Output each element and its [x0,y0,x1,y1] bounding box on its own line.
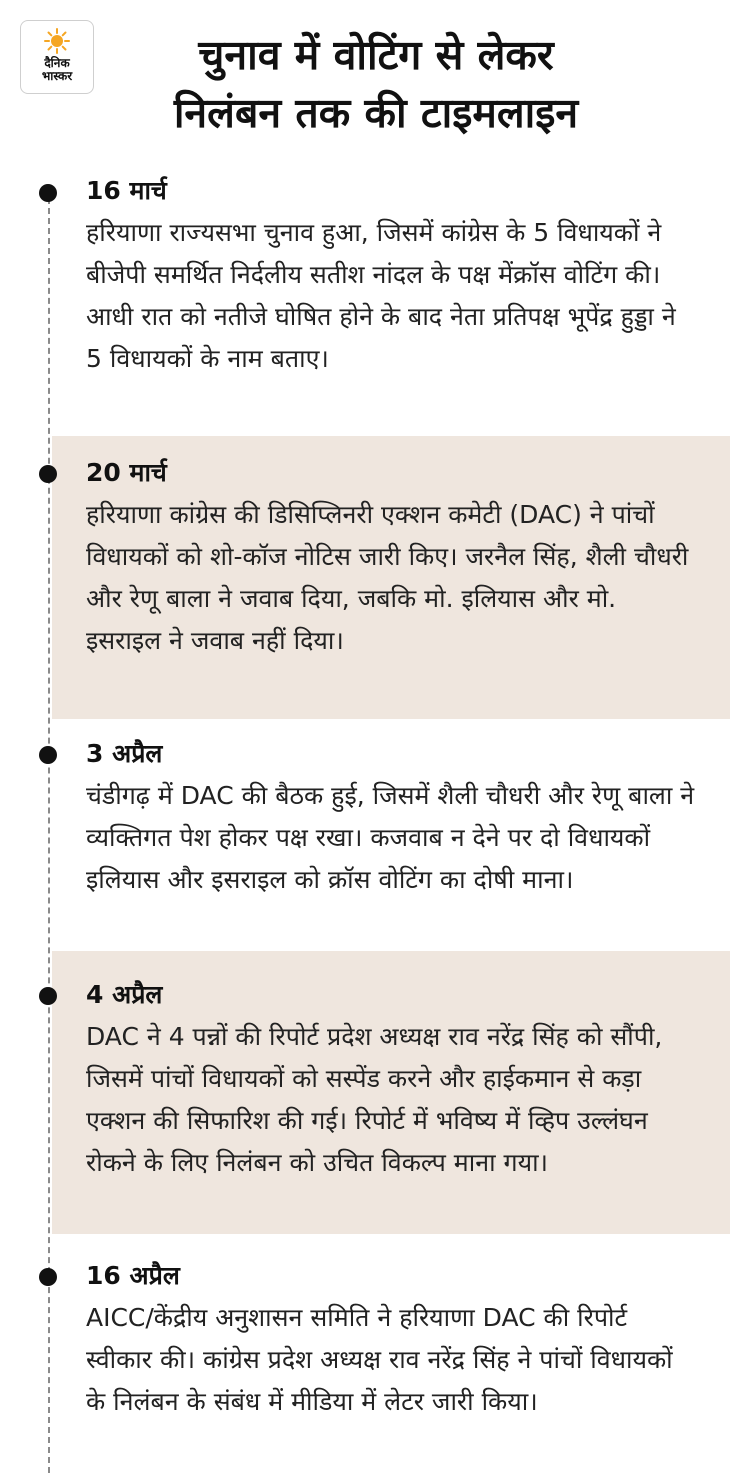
timeline-dot [39,746,57,764]
logo-text-line2: भास्कर [41,69,73,83]
entry-text: DAC ने 4 पन्नों की रिपोर्ट प्रदेश अध्यक्ष राव नरेंद्र सिंह को सौंपी, जिसमें पांचों विधायकों को सस्पेंड करने और हाईकमान से कड़ा एक्शन की सिफारिश की गई। रिपोर्ट में भविष्य में व्हिप उल्लंघन रोकने के लिए निलंबन को उचित विकल्प माना गया। [86,1022,663,1177]
timeline-dot [39,1268,57,1286]
timeline-dot [39,465,57,483]
entry-date: 20 मार्च [86,458,167,487]
entry-date: 16 अप्रैल [86,1261,180,1290]
entry-date: 4 अप्रैल [86,980,163,1009]
title-line-2: निलंबन तक की टाइमलाइन [173,89,579,137]
entry-text: हरियाणा कांग्रेस की डिसिप्लिनरी एक्शन कमेटी (DAC) ने पांचों विधायकों को शो-कॉज नोटिस जारी किए। जरनैल सिंह, शैली चौधरी और रेणू बाला ने जवाब दिया, जबकि मो. इलियास और मो. इसराइल ने जवाब नहीं दिया। [86,500,689,655]
entry-text: चंडीगढ़ में DAC की बैठक हुई, जिसमें शैली चौधरी और रेणू बाला ने व्यक्तिगत पेश होकर पक्ष रखा। कजवाब न देने पर दो विधायकों इलियास और इसराइल को क्रॉस वोटिंग का दोषी माना। [86,781,695,894]
timeline-dot [39,987,57,1005]
title-line-1: चुनाव में वोटिंग से लेकर [198,31,554,79]
entry-text: हरियाणा राज्यसभा चुनाव हुआ, जिसमें कांग्रेस के 5 विधायकों ने बीजेपी समर्थित निर्दलीय सतीश नांदल के पक्ष मेंक्रॉस वोटिंग की। आधी रात को नतीजे घोषित होने के बाद नेता प्रतिपक्ष भूपेंद्र हुड्डा ने 5 विधायकों के नाम बताए। [86,218,676,373]
entry-date: 16 मार्च [86,176,167,205]
entry-text: AICC/केंद्रीय अनुशासन समिति ने हरियाणा DAC की रिपोर्ट स्वीकार की। कांग्रेस प्रदेश अध्यक्ष राव नरेंद्र सिंह ने पांचों विधायकों के निलंबन के संबंध में मीडिया में लेटर जारी किया। [86,1303,673,1416]
logo-text-line1: दैनिक [44,56,70,70]
entry-date: 3 अप्रैल [86,739,163,768]
timeline-dot [39,184,57,202]
